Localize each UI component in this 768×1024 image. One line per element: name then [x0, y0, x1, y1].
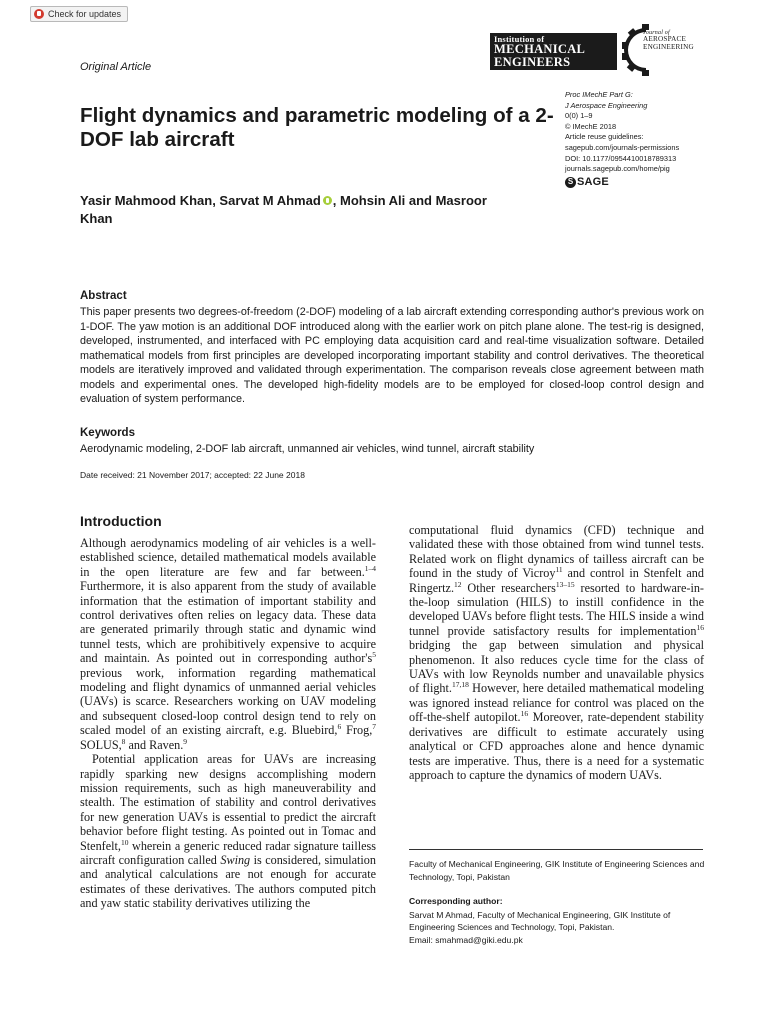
p2-text-2: wherein a generic reduced radar signature tailless aircraft configuration called: [80, 838, 376, 867]
reuse-label: Article reuse guidelines:: [565, 132, 644, 142]
journal-logo: [622, 22, 692, 78]
intro-paragraph-1: [80, 536, 376, 752]
journal-logo-text: [643, 30, 694, 51]
citation-ref[interactable]: 17,18: [451, 680, 469, 690]
imeche-logo: [490, 33, 617, 70]
corresponding-author-details: [409, 909, 709, 946]
p2-text-9: Moreover, rate-dependent stability derivatives are difficult to estimate accurately using analytical or CFD approaches alone and hence dynamic tests are imperative. Thus, there is a need for a systematic approach to capture the dynamics of modern UAVs.: [409, 710, 704, 782]
sage-logo: [565, 177, 735, 188]
journal-name-line-2: J Aerospace Engineering: [565, 100, 648, 110]
body-column-left: [80, 536, 376, 911]
journal-logo-line-2: AEROSPACE: [643, 35, 687, 44]
citation-ref[interactable]: 16: [696, 622, 704, 632]
p2-text-7: bridging the gap between simulation and physical phenomenon. It also reduces cycle time for the class of UAVs with low Reynolds number and unavailable physics of flight.: [409, 638, 704, 696]
corresponding-author-heading: Corresponding author:: [409, 896, 503, 906]
citation-ref[interactable]: 1–4: [364, 563, 376, 573]
corresponding-email[interactable]: Email: smahmad@giki.edu.pk: [409, 934, 523, 945]
paper-title: Flight dynamics and parametric modeling of a 2-DOF lab aircraft: [80, 104, 554, 151]
doi[interactable]: DOI: 10.1177/0954410018789313: [565, 153, 677, 163]
abstract-heading: Abstract: [80, 290, 127, 302]
update-icon: [34, 9, 44, 19]
p1-text-1: Although aerodynamics modeling of air vehicles is a well-established science, detailed mathematical models available in the open literature are few and far between.: [80, 536, 376, 579]
citation-ref[interactable]: 7: [372, 722, 376, 732]
journal-name-line-1: Proc IMechE Part G:: [565, 90, 633, 99]
p2-text-4: and control in Stenfelt and Ringertz.: [409, 566, 704, 595]
p2-text-6: resorted to hardware-in-the-loop simulation (HILS) to instill confidence in the developed UAVs before flight tests. The HILS inside a wind tunnel provide satisfactory results for implementation: [409, 580, 704, 638]
logo-line-1: Institution of: [494, 33, 545, 44]
journal-logo-line-3: ENGINEERING: [643, 42, 694, 51]
p1-text-4: Frog,: [341, 723, 373, 738]
authors-part-2: , Mohsin Ali and Masroor Khan: [80, 193, 487, 226]
journal-homepage-link[interactable]: journals.sagepub.com/home/pig: [565, 164, 670, 174]
p1-text-6: and Raven.: [125, 737, 184, 752]
citation-ref[interactable]: 11: [555, 565, 563, 575]
body-column-right: [409, 523, 704, 782]
p1-text-2: Furthermore, it is also apparent from the study of available information that the estimation of important stability and control derivatives often relies on legacy data. These data are generated primarily through static and dynamic wind tunnel tests, which are prohibitively expensive to acquire and maintain. As pointed out in corresponding author's: [80, 579, 376, 666]
corresponding-line-2: Engineering Sciences and Technology, Topi, Pakistan.: [409, 922, 615, 933]
article-type: Original Article: [80, 61, 152, 73]
p2-text-1: Potential application areas for UAVs are increasing rapidly sparking new designs accomplishing modern mission requirements, such as high maneuverability and stealth. The estimation of stability and control derivatives for new generation UAVs is essential to predict the aircraft behavior before flight testing. As pointed out in Tomac and Stenfelt,: [80, 752, 376, 853]
check-for-updates-label: Check for updates: [48, 9, 122, 19]
keywords-heading: Keywords: [80, 427, 135, 439]
citation-ref[interactable]: 12: [454, 579, 462, 589]
orcid-icon[interactable]: [323, 196, 332, 205]
citation-ref[interactable]: 16: [520, 709, 529, 719]
intro-paragraph-2: [80, 752, 376, 910]
sage-icon: S: [565, 177, 576, 188]
journal-logo-line-1: Journal of: [643, 30, 670, 36]
introduction-heading: Introduction: [80, 513, 162, 529]
author-affiliation: Faculty of Mechanical Engineering, GIK Institute of Engineering Sciences and Technology, Topi, Pakistan: [409, 859, 705, 882]
authors-part-1: Yasir Mahmood Khan, Sarvat M Ahmad: [80, 193, 321, 208]
citation-ref[interactable]: 8: [121, 736, 126, 746]
p2-emphasis: Swing: [220, 852, 251, 867]
citation-ref[interactable]: 10: [120, 837, 129, 847]
date-received: Date received: 21 November 2017; accepted: 22 June 2018: [80, 470, 305, 480]
volume-pages: 0(0) 1–9: [565, 111, 593, 121]
p2-text-3-right: computational fluid dynamics (CFD) technique and validated these with those obtained from wind tunnel tests. Related work on flight dynamics of tailless aircraft can be found in the study of Vicroy: [409, 523, 704, 581]
citation-ref[interactable]: 13–15: [555, 579, 575, 589]
citation-ref[interactable]: 5: [372, 650, 376, 660]
footnote-divider: [409, 849, 703, 850]
copyright: © IMechE 2018: [565, 121, 617, 131]
corresponding-line-1: Sarvat M Ahmad, Faculty of Mechanical Engineering, GIK Institute of: [409, 910, 671, 920]
p1-text-5: SOLUS,: [80, 737, 122, 752]
journal-meta: [565, 90, 735, 188]
p2-text-3-left: is considered, simulation and analytical calculations are not enough for accurate estimates of these derivatives. The authors computed pitch and yaw static stability derivatives utilizing the: [80, 852, 376, 911]
sage-wordmark: SAGE: [577, 175, 609, 188]
abstract-text: This paper presents two degrees-of-freedom (2-DOF) modeling of a lab aircraft extending corresponding author's previous work on 1-DOF. The yaw motion is an additional DOF introduced along with the earlier work on pitch plane alone. The test-rig is designed, developed, instrumented, and interfaced with PC employing data acquisition card and real-time visualization software. Detailed mathematical models from first principles are developed incorporating important stability and control derivatives. The theoretical models are iteratively improved and validated through experimentation. The comparison reveals close agreement between math models and experimental ones. The developed high-fidelity models are to be employed for closed-loop control design and evaluation of system performance.: [80, 306, 704, 405]
intro-paragraph-2-continued: [409, 523, 704, 782]
author-list: [80, 192, 520, 228]
logo-line-3: ENGINEERS: [494, 54, 571, 69]
check-for-updates-button[interactable]: [30, 6, 128, 22]
reuse-link[interactable]: sagepub.com/journals-permissions: [565, 142, 680, 152]
citation-ref[interactable]: 9: [183, 736, 188, 746]
p2-text-8: However, here detailed mathematical modeling was ignored instead reliance for control was placed on the off-the-shelf autopilot.: [409, 681, 704, 725]
p2-text-5: Other researchers: [461, 580, 556, 595]
p1-text-3: previous work, information regarding mathematical modeling and flight dynamics of unmanned aerial vehicles (UAVs) is scarce. Researchers working on UAV modeling and subsequent closed-loop control design tend to rely on scaled model of an existing aircraft, e.g. Bluebird,: [80, 665, 376, 738]
logo-line-2: MECHANICAL: [494, 42, 586, 57]
keywords-text: Aerodynamic modeling, 2-DOF lab aircraft, unmanned air vehicles, wind tunnel, aircraft stability: [80, 443, 535, 455]
citation-ref[interactable]: 6: [337, 722, 342, 732]
